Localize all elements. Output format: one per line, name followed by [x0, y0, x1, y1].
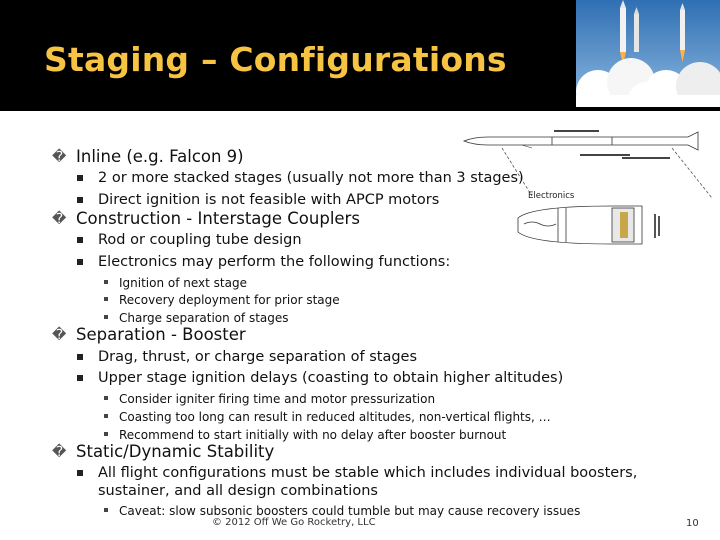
sub-list-item: Consider igniter firing time and motor pressurization [119, 392, 435, 406]
bullet-glyph: � [52, 149, 67, 165]
sub-list-item: Charge separation of stages [119, 311, 289, 325]
rocket-outline [464, 132, 698, 150]
section-heading-inline: � Inline (e.g. Falcon 9) [52, 147, 244, 166]
bullet-glyph: � [52, 327, 67, 343]
list-item: All flight configurations must be stable which includes individual boosters, [98, 465, 637, 481]
list-item-continuation: sustainer, and all design combinations [98, 483, 378, 499]
copyright-footer: © 2012 Off We Go Rocketry, LLC [212, 517, 376, 528]
list-item: Direct ignition is not feasible with APCP motors [98, 192, 439, 208]
interstage-coupler-diagram [462, 128, 720, 250]
page-number: 10 [686, 518, 699, 529]
sub-list-item: Ignition of next stage [119, 276, 247, 290]
list-item: Upper stage ignition delays (coasting to obtain higher altitudes) [98, 370, 563, 386]
section-heading-construction: � Construction - Interstage Couplers [52, 209, 360, 228]
electronics-label: Electronics [528, 191, 575, 201]
bullet-glyph: � [52, 211, 67, 227]
slide-title: Staging – Configurations [44, 40, 507, 79]
sub-list-item: Coasting too long can result in reduced altitudes, non-vertical flights, … [119, 410, 551, 424]
bullet-glyph: � [52, 444, 67, 460]
list-item: Electronics may perform the following functions: [98, 254, 450, 270]
section-heading-stability: � Static/Dynamic Stability [52, 442, 275, 461]
sub-list-item: Caveat: slow subsonic boosters could tumble but may cause recovery issues [119, 504, 580, 518]
list-item: 2 or more stacked stages (usually not more than 3 stages) [98, 170, 524, 186]
rocket-launch-photo [576, 0, 720, 107]
list-item: Rod or coupling tube design [98, 232, 302, 248]
list-item: Drag, thrust, or charge separation of stages [98, 349, 417, 365]
sub-list-item: Recovery deployment for prior stage [119, 293, 340, 307]
section-heading-separation: � Separation - Booster [52, 325, 246, 344]
sub-list-item: Recommend to start initially with no delay after booster burnout [119, 428, 506, 442]
